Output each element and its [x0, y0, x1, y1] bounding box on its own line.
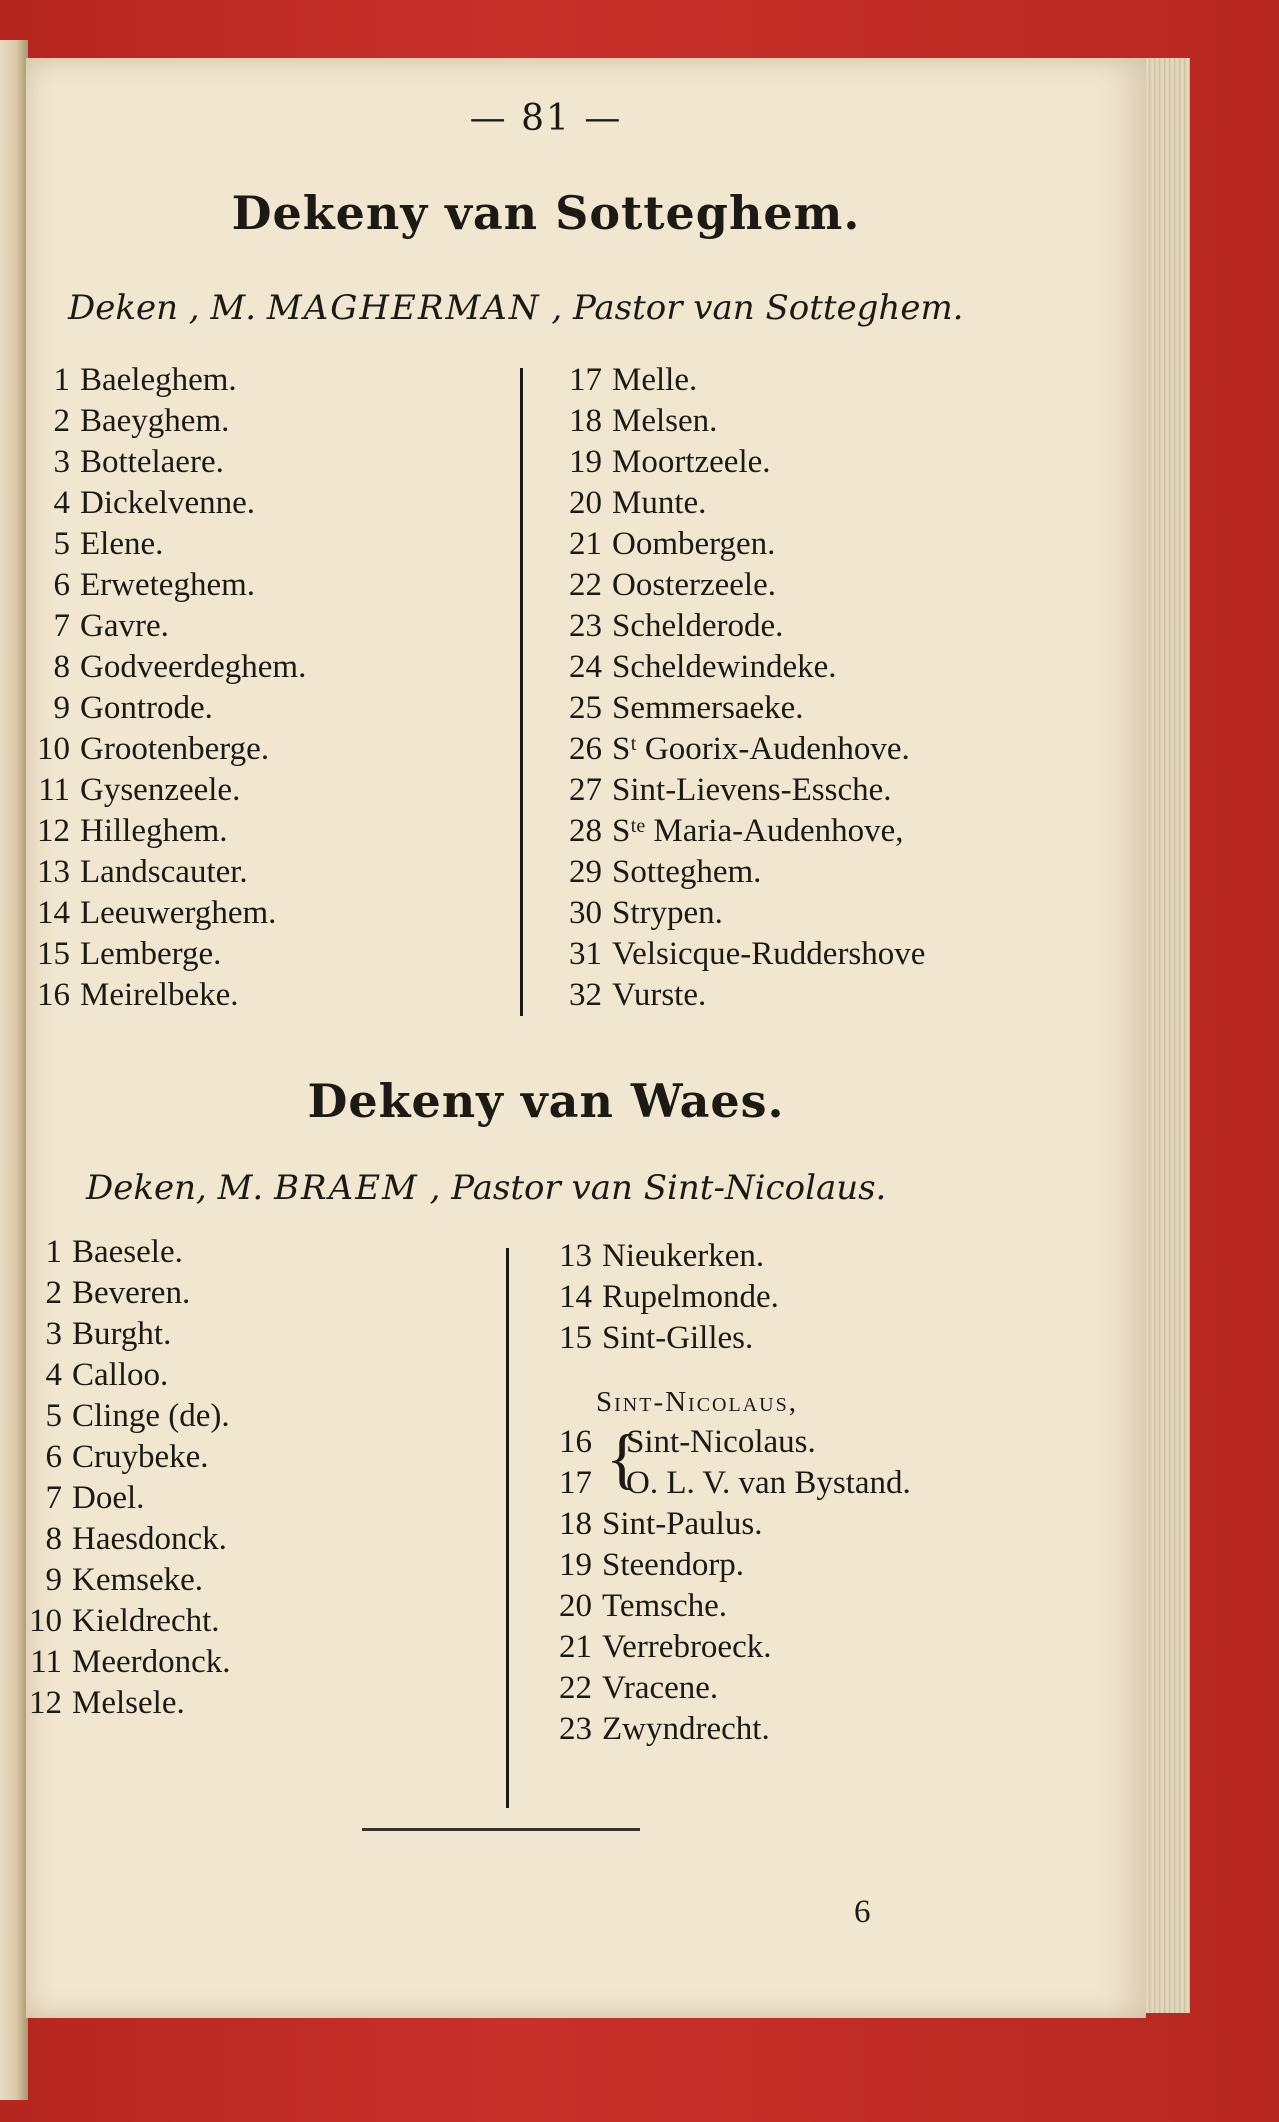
parish-name: Dickelvenne.: [80, 485, 256, 521]
parish-entry: [558, 729, 925, 770]
parish-name: Baeyghem.: [80, 403, 230, 439]
parish-entry: [26, 360, 306, 401]
parish-entry: [558, 770, 925, 811]
parish-entry: [558, 565, 925, 606]
parish-number: 22: [559, 1670, 592, 1706]
parish-name: Baeleghem.: [80, 362, 237, 398]
parish-name: Verrebroeck.: [602, 1629, 772, 1665]
section2-sub-heading: Sint-Nicolaus,: [596, 1386, 798, 1418]
parish-number: 15: [37, 936, 70, 972]
parish-entry: [548, 1545, 771, 1586]
parish-name: Vurste.: [612, 977, 707, 1013]
parish-name: Steendorp.: [602, 1547, 745, 1583]
parish-name: Nieukerken.: [602, 1238, 765, 1274]
parish-number: 5: [45, 1398, 62, 1434]
book-page: [26, 58, 1146, 2018]
parish-name: Grootenberge.: [80, 731, 270, 767]
parish-number: 8: [53, 649, 70, 685]
parish-entry: [548, 1236, 779, 1277]
parish-name: Strypen.: [612, 895, 723, 931]
parish-name: Moortzeele.: [612, 444, 771, 480]
parish-number: 10: [29, 1603, 62, 1639]
parish-entry: [558, 975, 925, 1016]
parish-entry: [18, 1478, 231, 1519]
parish-entry: [26, 934, 306, 975]
section1-dean-prefix: Deken , M.: [68, 288, 257, 328]
parish-entry: [548, 1668, 771, 1709]
parish-number: 27: [569, 772, 602, 808]
parish-entry: [548, 1586, 771, 1627]
parish-number: 13: [37, 854, 70, 890]
parish-entry: [558, 606, 925, 647]
parish-entry: [558, 893, 925, 934]
parish-entry: [558, 811, 925, 852]
section2-title: Dekeny van Waes.: [307, 1074, 785, 1128]
parish-number: 25: [569, 690, 602, 726]
parish-name: Leeuwerghem.: [80, 895, 277, 931]
parish-number: 1: [53, 362, 70, 398]
page-block-edge: [1140, 58, 1190, 2013]
parish-entry: [18, 1601, 231, 1642]
parish-entry: [558, 360, 925, 401]
parish-number: 26: [569, 731, 602, 767]
parish-entry: [548, 1709, 771, 1750]
parish-number: 6: [53, 567, 70, 603]
parish-name: Melsele.: [72, 1685, 185, 1721]
parish-entry: [18, 1232, 231, 1273]
parish-number: 3: [53, 444, 70, 480]
parish-entry: [548, 1504, 771, 1545]
parish-name: Munte.: [612, 485, 707, 521]
parish-number: 14: [37, 895, 70, 931]
parish-number: 16: [559, 1424, 592, 1460]
parish-name: Meerdonck.: [72, 1644, 231, 1680]
section1-title: Dekeny van Sotteghem.: [231, 186, 861, 240]
parish-entry: [26, 401, 306, 442]
section2-dean-name: BRAEM: [274, 1168, 419, 1208]
parish-name: Bottelaere.: [80, 444, 224, 480]
parish-entry: [18, 1519, 231, 1560]
parish-number: 20: [559, 1588, 592, 1624]
parish-number: 12: [29, 1685, 62, 1721]
parish-name: Velsicque-Ruddershove: [612, 936, 926, 972]
parish-number: 18: [559, 1506, 592, 1542]
parish-number: 9: [45, 1562, 62, 1598]
parish-number: 22: [569, 567, 602, 603]
section2-dean-prefix: Deken, M.: [86, 1168, 264, 1208]
parish-name: Schelderode.: [612, 608, 784, 644]
parish-name: Godveerdeghem.: [80, 649, 307, 685]
parish-entry: [26, 565, 306, 606]
parish-number: 7: [45, 1480, 62, 1516]
parish-number: 12: [37, 813, 70, 849]
page-content: [26, 58, 1146, 2018]
parish-name: Semmersaeke.: [612, 690, 804, 726]
parish-entry: [18, 1437, 231, 1478]
parish-entry: [558, 524, 925, 565]
parish-entry: [548, 1422, 911, 1463]
parish-name: Sint-Lievens-Essche.: [612, 772, 892, 808]
parish-name: Temsche.: [602, 1588, 728, 1624]
section2-braced-list: [548, 1422, 911, 1504]
parish-name: Vracene.: [602, 1670, 719, 1706]
parish-number: 11: [38, 772, 70, 808]
parish-entry: [26, 975, 306, 1016]
section1-dean-suffix: , Pastor van Sotteghem.: [551, 288, 964, 328]
parish-entry: [558, 442, 925, 483]
parish-entry: [18, 1642, 231, 1683]
parish-name: Beveren.: [72, 1275, 191, 1311]
parish-name: Sotteghem.: [612, 854, 762, 890]
parish-name: Gontrode.: [80, 690, 213, 726]
parish-name: Clinge (de).: [72, 1398, 230, 1434]
facing-page-edge: [0, 40, 28, 2100]
parish-name: Sint-Paulus.: [602, 1506, 763, 1542]
parish-entry: [26, 729, 306, 770]
parish-number: 14: [559, 1279, 592, 1315]
parish-entry: [18, 1355, 231, 1396]
parish-entry: [558, 934, 925, 975]
parish-entry: [26, 647, 306, 688]
parish-name: Calloo.: [72, 1357, 169, 1393]
parish-number: 17: [559, 1465, 592, 1501]
parish-entry: [558, 401, 925, 442]
section2-brace: {: [606, 1420, 639, 1496]
parish-name: Haesdonck.: [72, 1521, 227, 1557]
parish-entry: [18, 1396, 231, 1437]
parish-name: Baesele.: [72, 1234, 183, 1270]
section2-right-list-top: [548, 1236, 779, 1359]
parish-number: 30: [569, 895, 602, 931]
parish-number: 13: [559, 1238, 592, 1274]
parish-name: Oosterzeele.: [612, 567, 776, 603]
parish-entry: [18, 1273, 231, 1314]
section1-column-divider: [520, 368, 523, 1016]
parish-name: Landscauter.: [80, 854, 248, 890]
section1-dean-line: [68, 288, 964, 328]
parish-number: 6: [45, 1439, 62, 1475]
parish-number: 15: [559, 1320, 592, 1356]
parish-number: 16: [37, 977, 70, 1013]
parish-entry: [548, 1627, 771, 1668]
parish-number: 3: [45, 1316, 62, 1352]
parish-number: 21: [569, 526, 602, 562]
parish-name: Sint-Nicolaus.: [626, 1424, 816, 1460]
parish-entry: [26, 606, 306, 647]
parish-name: Melle.: [612, 362, 698, 398]
parish-name: O. L. V. van Bystand.: [626, 1465, 911, 1501]
parish-name: Sᵗ Goorix-Audenhove.: [612, 731, 910, 767]
parish-number: 32: [569, 977, 602, 1013]
parish-number: 1: [45, 1234, 62, 1270]
parish-entry: [548, 1277, 779, 1318]
parish-name: Burght.: [72, 1316, 172, 1352]
parish-name: Hilleghem.: [80, 813, 228, 849]
parish-entry: [558, 647, 925, 688]
parish-number: 10: [37, 731, 70, 767]
parish-entry: [18, 1314, 231, 1355]
parish-number: 24: [569, 649, 602, 685]
parish-number: 21: [559, 1629, 592, 1665]
parish-number: 29: [569, 854, 602, 890]
parish-number: 17: [569, 362, 602, 398]
section2-dean-suffix: , Pastor van Sint-Nicolaus.: [429, 1168, 887, 1208]
parish-entry: [26, 811, 306, 852]
parish-entry: [558, 852, 925, 893]
parish-name: Gysenzeele.: [80, 772, 241, 808]
parish-name: Zwyndrecht.: [602, 1711, 770, 1747]
parish-number: 5: [53, 526, 70, 562]
section1-dean-name: MAGHERMAN: [266, 288, 541, 328]
parish-name: Gavre.: [80, 608, 169, 644]
parish-number: 20: [569, 485, 602, 521]
parish-number: 11: [30, 1644, 62, 1680]
parish-number: 9: [53, 690, 70, 726]
section2-column-divider: [506, 1248, 509, 1808]
parish-name: Doel.: [72, 1480, 145, 1516]
parish-number: 19: [559, 1547, 592, 1583]
parish-name: Lemberge.: [80, 936, 222, 972]
parish-name: Cruybeke.: [72, 1439, 209, 1475]
parish-name: Sᵗᵉ Maria-Audenhove,: [612, 813, 904, 849]
parish-entry: [26, 524, 306, 565]
section2-right-list-bottom: [548, 1504, 771, 1750]
parish-number: 19: [569, 444, 602, 480]
parish-name: Oombergen.: [612, 526, 776, 562]
parish-entry: [18, 1560, 231, 1601]
parish-entry: [558, 688, 925, 729]
parish-entry: [26, 483, 306, 524]
parish-entry: [558, 483, 925, 524]
end-rule: [362, 1828, 640, 1831]
parish-entry: [26, 688, 306, 729]
parish-entry: [26, 852, 306, 893]
parish-name: Scheldewindeke.: [612, 649, 837, 685]
parish-entry: [548, 1463, 911, 1504]
parish-entry: [548, 1318, 779, 1359]
page-number: — 81 —: [469, 98, 623, 139]
parish-number: 18: [569, 403, 602, 439]
parish-name: Kemseke.: [72, 1562, 204, 1598]
signature-mark: 6: [854, 1894, 871, 1930]
parish-number: 7: [53, 608, 70, 644]
parish-number: 28: [569, 813, 602, 849]
parish-entry: [26, 770, 306, 811]
parish-number: 4: [53, 485, 70, 521]
parish-number: 2: [53, 403, 70, 439]
section1-right-list: [558, 360, 925, 1016]
parish-entry: [18, 1683, 231, 1724]
parish-name: Elene.: [80, 526, 164, 562]
section1-left-list: [26, 360, 306, 1016]
parish-name: Melsen.: [612, 403, 718, 439]
section2-left-list: [18, 1232, 231, 1724]
parish-name: Kieldrecht.: [72, 1603, 220, 1639]
section2-dean-line: [86, 1168, 886, 1208]
parish-name: Meirelbeke.: [80, 977, 239, 1013]
parish-name: Erweteghem.: [80, 567, 256, 603]
parish-entry: [26, 442, 306, 483]
parish-number: 23: [569, 608, 602, 644]
parish-name: Sint-Gilles.: [602, 1320, 754, 1356]
parish-number: 2: [45, 1275, 62, 1311]
parish-number: 4: [45, 1357, 62, 1393]
parish-number: 31: [569, 936, 602, 972]
parish-number: 8: [45, 1521, 62, 1557]
parish-number: 23: [559, 1711, 592, 1747]
parish-entry: [26, 893, 306, 934]
parish-name: Rupelmonde.: [602, 1279, 779, 1315]
